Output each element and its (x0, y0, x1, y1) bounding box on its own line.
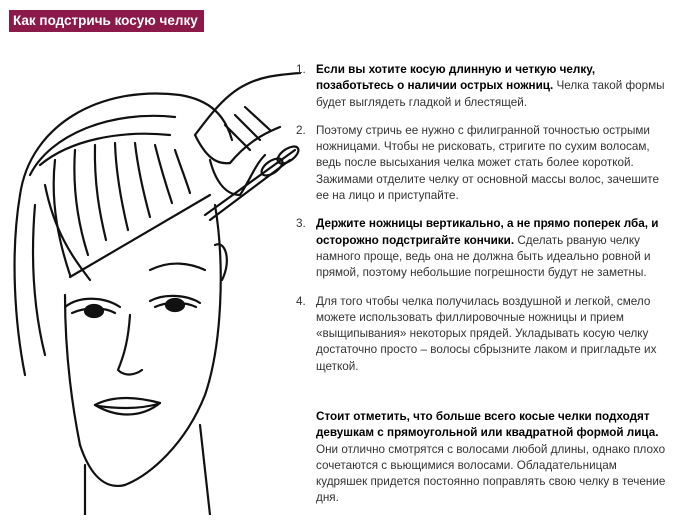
list-item (296, 123, 668, 204)
steps-list (296, 62, 668, 387)
hair-cutting-bangs-illustration (10, 45, 310, 515)
page-title: Как подстричь косую челку (9, 10, 204, 32)
step-text: Поэтому стричь ее нужно с филигранной точностью острыми ножницами. Чтобы не рисковать, стригите по сухим волосам, ведь после высыхания челка может стать более короткой. Зажимами отделите челку от основной массы волос, зачешите ее на лицо и приступайте. (316, 123, 659, 203)
step-number: 3. (296, 217, 306, 231)
list-item (296, 294, 668, 375)
step-text: Для того чтобы челка получилась воздушной и легкой, смело можете использовать филлировочные ножницы и прием «выщипывания» некоторых прядей. Укладывать косую челку достаточно просто – волосы сбрызните лаком и пригладьте их щеткой. (316, 294, 657, 373)
step-text: Сделать рваную челку намного проще, ведь она не должна быть идеально ровной и прямой, поэтому небольшие погрешности будут не заметны. (316, 233, 651, 280)
note-bold-text: Стоит отметить, что больше всего косые челки подходят девушкам с прямоугольной или квадратной формой лица. (316, 410, 659, 440)
step-number: 4. (296, 294, 306, 308)
list-item (296, 216, 668, 281)
list-item (296, 62, 668, 111)
step-number: 2. (296, 123, 306, 137)
step-text: Челка такой формы будет выглядеть гладкой и блестящей. (316, 79, 665, 109)
step-bold-text: Держите ножницы вертикально, а не прямо поперек лба, и осторожно подстригайте кончики. (316, 217, 659, 247)
step-number: 1. (296, 63, 306, 76)
note-text: Они отлично смотрятся с волосами любой длины, однако плохо сочетаются с вьющимися волосами. Обладательницам кудряшек придется постоянно поправлять свою челку в течение дня. (316, 442, 666, 505)
closing-note (316, 409, 668, 507)
step-bold-text: Если вы хотите косую длинную и четкую челку, позаботьтесь о наличии острых ножниц. (316, 63, 596, 93)
